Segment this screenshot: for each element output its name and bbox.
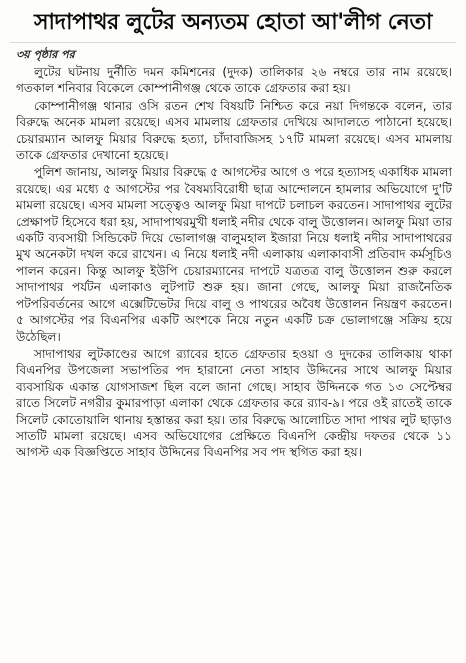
paragraph-3: পুলিশ জানায়, আলফু মিয়ার বিরুদ্ধে ৫ আগস্টের আগে ও পরে হত্যাসহ একাধিক মামলা রয়েছে। এর মধ্যে ৫ আগস্টের পর বৈষম্যবিরোধী ছাত্র আন্দোলনে হামলার অভিযোগে দু'টি মামলা রয়েছে। এসব মামলা সত্ত্বেও আলফু মিয়া দাপটে চলাচল করতেন। সাদাপাথর লুটের প্রেক্ষাপট হিসেবে ধরা হয়, সাদাপাথরমুখী ধলাই নদীর থেকে বালু উত্তোলন। আলফু মিয়া তার একটি ব্যবসায়ী সিন্ডিকেট দিয়ে ভোলাগঞ্জ বালুমহাল ইজারা নিয়ে ধলাই নদীর সাদাপাথরের মুখ অনেকটা দখল করে রাখেন। এ নিয়ে ধলাই নদী এলাকায় এলাকাবাসী প্রতিবাদ কর্মসূচিও পালন করেন। কিন্তু আলফু ইউপি চেয়ারম্যানের দাপটে যত্রতত্র বালু উত্তোলন শুরু করলে সাদাপাথর পর্যটন এলাকাও লুটপাট শুরু হয়। জানা গেছে, আলফু মিয়া রাজনৈতিক পটপরিবর্তনের আগে এক্সেটিভেটর দিয়ে বালু ও পাথরের অবৈধ উত্তোলন নিয়ন্ত্রণ করতেন। ৫ আগস্টের পর বিএনপির একটি অংশকে নিয়ে নতুন একটি চক্র ভোলাগঞ্জে সক্রিয় হয়ে উঠেছিল। bbox=[16, 165, 453, 344]
paragraph-2: কোম্পানীগঞ্জ থানার ওসি রতন শেখ বিষয়টি নিশ্চিত করে নয়া দিগন্তকে বলেন, তার বিরুদ্ধে অনেক মামলা রয়েছে। এসব মামলায় গ্রেফতার দেখিয়ে আদালতে পাঠানো হয়েছে। চেয়ারম্যান আলফু মিয়ার বিরুদ্ধে হত্যা, চাঁদাবাজিসহ ১৭টি মামলা রয়েছে। এসব মামলায় তাকে গ্রেফতার দেখানো হয়েছে। bbox=[16, 98, 452, 163]
article-body bbox=[16, 64, 452, 462]
paragraph-4: সাদাপাথর লুটকাণ্ডের আগে র‍্যাবের হাতে গ্রেফতার হওয়া ও দুদকের তালিকায় থাকা বিএনপির উপজেলা সভাপতির পদ হারানো নেতা সাহাব উদ্দিনের সাথে আলফু মিয়ার ব্যবসায়িক একান্ত যোগসাজশ ছিল বলে জানা গেছে। সাহাব উদ্দিনকে গত ১৩ সেপ্টেম্বর রাতে সিলেট নগরীর কুমারপাড়া এলাকা থেকে গ্রেফতার করে র‍্যাব-৯। পরে ওই রাতেই তাকে সিলেট কোতোয়ালি থানায় হস্তান্তর করা হয়। তার বিরুদ্ধে আলোচিত সাদা পাথর লুট ছাড়াও সাতটি মামলা রয়েছে। এসব অভিযোগের প্রেক্ষিতে বিএনপি কেন্দ্রীয় দফতর থেকে ১১ আগস্ট এক বিজ্ঞপ্তিতে সাহাব উদ্দিনের বিএনপির সব পদ স্থগিত করা হয়। bbox=[16, 346, 452, 460]
headline-block bbox=[10, 4, 456, 43]
headline: সাদাপাথর লুটের অন্যতম হোতা আ'লীগ নেতা bbox=[33, 9, 433, 35]
continued-from-line: ৩য় পৃষ্ঠার পর bbox=[16, 48, 75, 61]
paragraph-1: লুটের ঘটনায় দুর্নীতি দমন কমিশনের (দুদক) তালিকার ২৬ নম্বরে তার নাম রয়েছে। গতকাল শনিবার বিকেলে কোম্পানীগঞ্জ থেকে তাকে গ্রেফতার করা হয়। bbox=[16, 65, 452, 96]
